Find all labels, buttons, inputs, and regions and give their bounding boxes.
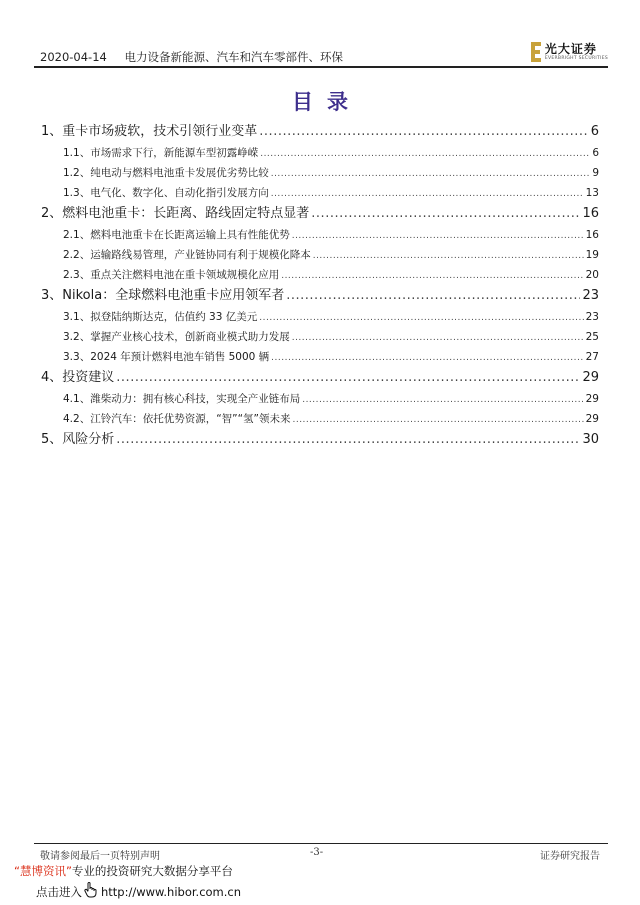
toc-section[interactable] xyxy=(41,203,599,225)
toc-entry-page: 29 xyxy=(582,370,599,385)
toc-entry-label: 掌握产业核心技术，创新商业模式助力发展 xyxy=(90,331,290,343)
page-header xyxy=(34,40,608,66)
toc-entry-page: 29 xyxy=(585,393,599,405)
toc-entry-number: 4.1、 xyxy=(63,393,91,405)
toc-dot-leader xyxy=(302,390,583,410)
toc-entry-page: 27 xyxy=(585,351,599,363)
toc-entry-label: 电气化、数字化、自动化指引发展方向 xyxy=(90,187,269,199)
toc-dot-leader xyxy=(259,308,583,328)
toc-dot-leader xyxy=(271,348,583,368)
page-number: -3- xyxy=(310,847,324,858)
everbright-logo xyxy=(531,40,608,64)
table-of-contents xyxy=(41,121,599,451)
toc-title: 目录 xyxy=(292,90,362,114)
toc-section[interactable] xyxy=(41,367,599,389)
toc-subsection[interactable] xyxy=(41,225,599,245)
toc-entry-page: 13 xyxy=(585,187,599,199)
toc-dot-leader xyxy=(116,367,580,389)
watermark-brand: “慧博资讯” xyxy=(14,864,72,878)
toc-section[interactable] xyxy=(41,121,599,143)
toc-dot-leader xyxy=(271,164,591,184)
toc-entry-page: 16 xyxy=(585,229,599,241)
toc-entry-page: 19 xyxy=(585,249,599,261)
toc-dot-leader xyxy=(292,410,583,430)
toc-entry-label: 运输路线易管理，产业链协同有利于规模化降本 xyxy=(90,249,311,261)
toc-entry-number: 2.3、 xyxy=(63,269,91,281)
toc-section[interactable] xyxy=(41,285,599,307)
toc-entry-label: 江铃汽车：依托优势资源，“智”“氢”领未来 xyxy=(90,413,291,425)
toc-subsection[interactable] xyxy=(41,409,599,429)
toc-entry-label: 纯电动与燃料电池重卡发展优劣势比较 xyxy=(90,167,269,179)
toc-entry-number: 2.1、 xyxy=(63,229,91,241)
header-divider xyxy=(34,66,608,68)
watermark-line-1 xyxy=(14,863,233,879)
toc-subsection[interactable] xyxy=(41,163,599,183)
toc-entry-page: 20 xyxy=(585,269,599,281)
toc-entry-number: 3.1、 xyxy=(63,311,91,323)
toc-entry-label: 风险分析 xyxy=(62,432,115,447)
toc-entry-page: 9 xyxy=(592,167,599,179)
toc-entry-number: 3、 xyxy=(41,288,63,303)
toc-entry-page: 6 xyxy=(590,124,599,139)
toc-entry-label: 市场需求下行，新能源车型初露峥嵘 xyxy=(90,147,259,159)
toc-subsection[interactable] xyxy=(41,307,599,327)
toc-entry-number: 4、 xyxy=(41,370,63,385)
toc-subsection[interactable] xyxy=(41,245,599,265)
toc-entry-number: 2、 xyxy=(41,206,63,221)
toc-dot-leader xyxy=(292,226,584,246)
toc-entry-label: 拟登陆纳斯达克，估值约 33 亿美元 xyxy=(90,311,258,323)
toc-entry-number: 1、 xyxy=(41,124,63,139)
toc-subsection[interactable] xyxy=(41,265,599,285)
footer-disclaimer-note: 敬请参阅最后一页特别声明 xyxy=(40,851,160,862)
toc-entry-label: 燃料电池重卡：长距离、路线固定特点显著 xyxy=(62,206,310,221)
toc-entry-number: 4.2、 xyxy=(63,413,91,425)
toc-entry-label: 潍柴动力：拥有核心科技，实现全产业链布局 xyxy=(90,393,301,405)
toc-subsection[interactable] xyxy=(41,389,599,409)
toc-entry-page: 6 xyxy=(592,147,599,159)
toc-dot-leader xyxy=(313,246,584,266)
toc-subsection[interactable] xyxy=(41,143,599,163)
toc-entry-number: 1.3、 xyxy=(63,187,91,199)
toc-dot-leader xyxy=(271,184,584,204)
toc-entry-label: 燃料电池重卡在长距离运输上具有性能优势 xyxy=(90,229,290,241)
watermark-line-2[interactable] xyxy=(36,884,241,900)
toc-entry-number: 1.2、 xyxy=(63,167,91,179)
toc-entry-label: 2024 年预计燃料电池车销售 5000 辆 xyxy=(90,351,270,363)
toc-subsection[interactable] xyxy=(41,183,599,203)
toc-entry-label: 重点关注燃料电池在重卡领域规模化应用 xyxy=(90,269,280,281)
toc-entry-number: 3.2、 xyxy=(63,331,91,343)
report-sector: 电力设备新能源、汽车和汽车零部件、环保 xyxy=(124,50,343,64)
toc-entry-page: 25 xyxy=(585,331,599,343)
toc-entry-page: 16 xyxy=(582,206,599,221)
toc-entry-number: 1.1、 xyxy=(63,147,91,159)
toc-dot-leader xyxy=(311,203,580,225)
watermark-click-prefix: 点击进入 xyxy=(36,885,82,899)
watermark-url-link[interactable]: http://www.hibor.com.cn xyxy=(101,885,242,899)
toc-entry-page: 23 xyxy=(585,311,599,323)
logo-mark-icon xyxy=(531,42,541,62)
logo-english-name: EVERBRIGHT SECURITIES xyxy=(544,55,608,61)
toc-entry-number: 5、 xyxy=(41,432,63,447)
toc-entry-label: 重卡市场疲软，技术引领行业变革 xyxy=(62,124,258,139)
logo-chinese-name: 光大证券 xyxy=(544,41,597,56)
header-text xyxy=(40,49,343,65)
toc-entry-page: 30 xyxy=(582,432,599,447)
watermark-tagline: 专业的投资研究大数据分享平台 xyxy=(71,864,233,878)
toc-dot-leader xyxy=(116,429,580,451)
report-date: 2020-04-14 xyxy=(40,50,107,64)
toc-subsection[interactable] xyxy=(41,347,599,367)
footer-divider xyxy=(34,843,608,844)
footer-report-type: 证券研究报告 xyxy=(540,851,600,862)
toc-dot-leader xyxy=(260,144,590,164)
toc-entry-label: 投资建议 xyxy=(62,370,115,385)
toc-dot-leader xyxy=(286,285,580,307)
toc-dot-leader xyxy=(259,121,588,143)
toc-dot-leader xyxy=(281,266,583,286)
toc-entry-number: 3.3、 xyxy=(63,351,91,363)
toc-entry-label: Nikola：全球燃料电池重卡应用领军者 xyxy=(62,288,285,303)
toc-subsection[interactable] xyxy=(41,327,599,347)
toc-section[interactable] xyxy=(41,429,599,451)
toc-dot-leader xyxy=(292,328,584,348)
pointing-hand-icon xyxy=(84,882,98,898)
toc-entry-number: 2.2、 xyxy=(63,249,91,261)
toc-entry-page: 23 xyxy=(582,288,599,303)
toc-entry-page: 29 xyxy=(585,413,599,425)
